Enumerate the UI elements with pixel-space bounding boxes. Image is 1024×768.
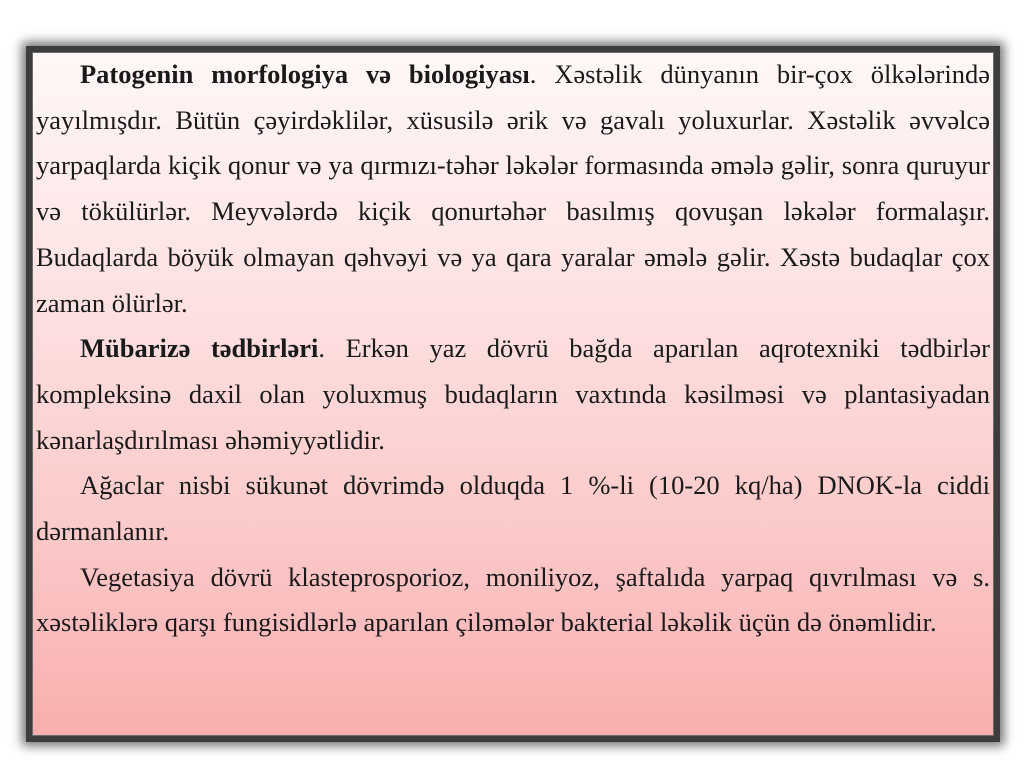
- paragraph-vegetation-spraying: [36, 555, 990, 646]
- heading-pathogen-morphology: Patogenin morfologiya və biologiyası: [80, 59, 530, 89]
- paragraph-control-measures: [36, 326, 990, 463]
- text-body: [36, 52, 990, 646]
- paragraph-text: . Xəstəlik dünyanın bir-çox ölkələrində yayılmışdır. Bütün çəyirdəklilər, xüsusilə ərik və gavalı yoluxurlar. Xəstəlik əvvəlcə yarpaqlarda kiçik qonur və ya qırmızı-təhər ləkələr formasında əmələ gəlir, sonra quruyur və tökülürlər. Meyvələrdə kiçik qonurtəhər basılmış qovuşan ləkələr formalaşır. Budaqlarda böyük olmayan qəhvəyi və ya qara yaralar əmələ gəlir. Xəstə budaqlar çox zaman ölürlər.: [36, 59, 990, 318]
- paragraph-pathogen-morphology: [36, 52, 990, 326]
- paragraph-text: . Erkən yaz dövrü bağda aparılan aqrotexniki tədbirlər kompleksinə daxil olan yoluxmuş budaqların vaxtında kəsilməsi və plantasiyadan kənarlaşdırılması əhəmiyyətlidir.: [36, 333, 990, 455]
- heading-control-measures: Mübarizə tədbirləri: [80, 333, 319, 364]
- paragraph-text: Vegetasiya dövrü klasteprosporioz, moniliyoz, şaftalıda yarpaq qıvrılması və s. xəstəliklərə qarşı fungisidlərlə aparılan çiləmələr bakterial ləkəlik üçün də önəmlidir.: [36, 561, 990, 638]
- paragraph-text: Ağaclar nisbi sükunət dövrimdə olduqda 1 %-li (10-20 kq/ha) DNOK-la ciddi dərmanlanır.: [36, 470, 990, 547]
- paragraph-dormancy-treatment: [36, 463, 990, 554]
